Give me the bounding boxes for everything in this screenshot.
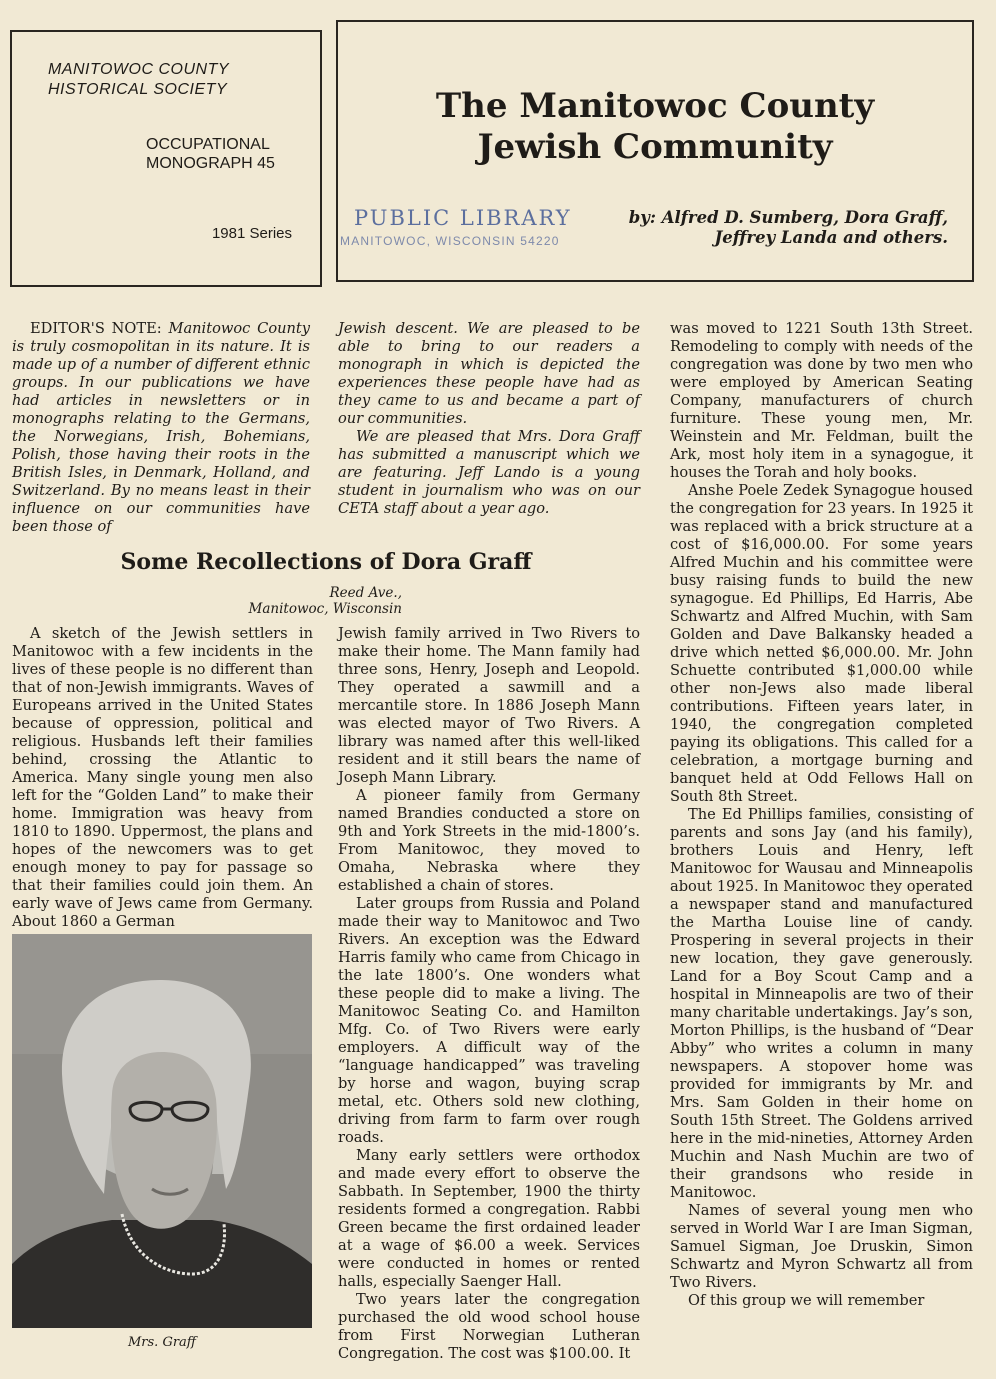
series-info-box [10, 30, 322, 287]
editor-note-column-1 [12, 320, 310, 536]
editor-note-column-2 [338, 320, 640, 518]
author-address: Reed Ave., Manitowoc, Wisconsin [248, 585, 402, 617]
article-paragraph: Names of several young men who served in World War I are Iman Sigman, Samuel Sigman, Joe Druskin, Simon Schwartz and Myron Schwartz all from Two Rivers. [670, 1202, 973, 1291]
editor-note-paragraph: Jewish descent. We are pleased to be able to bring to our readers a monograph in which is depicted the experiences these people have had as they came to us and became a part of our communities. [338, 320, 640, 427]
editor-note-text: Manitowoc County is truly cosmopolitan in its nature. It is made up of a number of different ethnic groups. In our publications we have had articles in newsletters or in monographs relating to the Germans, the Norwegians, Irish, Bohemians, Polish, those having their roots in the British Isles, in Denmark, Holland, and Switzerland. By no means least in their influence on our communities have been those of [12, 320, 311, 535]
library-stamp: PUBLIC LIBRARY [354, 206, 572, 230]
monograph-label: OCCUPATIONAL MONOGRAPH 45 [146, 136, 275, 172]
society-name: MANITOWOC COUNTY HISTORICAL SOCIETY [48, 61, 230, 98]
editor-note-label: EDITOR'S NOTE: [30, 320, 162, 337]
article-paragraph: Two years later the congregation purchased the old wood school house from First Norwegian Lutheran Congregation. The cost was $100.00. It [338, 1291, 640, 1362]
article-column-1 [12, 625, 313, 931]
title-box [336, 20, 974, 282]
article-title: Some Recollections of Dora Graff [120, 549, 532, 575]
article-paragraph: was moved to 1221 South 13th Street. Remodeling to comply with needs of the congregation was done by two men who were employed by American Seating Company, manufacturers of church furniture. These young men, Mr. Weinstein and Mr. Feldman, built the Ark, most holy item in a synagogue, it houses the Torah and holy books. [670, 320, 973, 481]
library-stamp-location: MANITOWOC, WISCONSIN 54220 [340, 234, 560, 248]
authors-byline: by: Alfred D. Sumberg, Dora Graff, Jeffrey Landa and others. [628, 208, 948, 247]
article-paragraph: A sketch of the Jewish settlers in Manitowoc with a few incidents in the lives of these people is no different than that of non-Jewish immigrants. Waves of Europeans arrived in the United States because of oppression, political and religious. Husbands left their families behind, crossing the Atlantic to America. Many single young men also left for the “Golden Land” to make their home. Immigration was heavy from 1810 to 1890. Uppermost, the plans and hopes of the newcomers was to get enough money to pay for passage so that their families could join them. An early wave of Jews came from Germany. About 1860 a German [12, 625, 313, 930]
portrait-photo [12, 934, 312, 1328]
article-column-2 [338, 625, 640, 1363]
series-year: 1981 Series [211, 225, 292, 242]
article-paragraph: Many early settlers were orthodox and made every effort to observe the Sabbath. In September, 1900 the thirty residents formed a congregation. Rabbi Green became the first ordained leader at a wage of $6.00 a week. Services were conducted in homes or rented halls, especially Saenger Hall. [338, 1147, 640, 1290]
article-paragraph: A pioneer family from Germany named Brandies conducted a store on 9th and York Streets in the mid-1800’s. From Manitowoc, they moved to Omaha, Nebraska where they established a chain of stores. [338, 787, 640, 894]
article-column-3 [670, 320, 973, 1310]
article-paragraph: Anshe Poele Zedek Synagogue housed the congregation for 23 years. In 1925 it was replaced with a brick structure at a cost of $16,000.00. For some years Alfred Muchin and his committee were busy raising funds to build the new synagogue. Ed Phillips, Ed Harris, Abe Schwartz and Alfred Muchin, with Sam Golden and Dave Balkansky headed a drive which netted $6,000.00. Mr. John Schuette contributed $1,000.00 while other non-Jews also made liberal contributions. Fifteen years later, in 1940, the congregation completed paying its obligations. This called for a celebration, a mortgage burning and banquet held at Odd Fellows Hall on South 8th Street. [670, 482, 973, 805]
portrait-illustration [12, 934, 312, 1328]
article-paragraph: Later groups from Russia and Poland made their way to Manitowoc and Two Rivers. An exception was the Edward Harris family who came from Chicago in the late 1800’s. One wonders what these people did to make a living. The Manitowoc Seating Co. and Hamilton Mfg. Co. of Two Rivers were early employers. A difficult way of the “language handicapped” was traveling by horse and wagon, buying scrap metal, etc. Others sold new clothing, driving from farm to farm over rough roads. [338, 895, 640, 1146]
editor-note-paragraph: We are pleased that Mrs. Dora Graff has submitted a manuscript which we are featuring. Jeff Lando is a young student in journalism who was on our CETA staff about a year ago. [338, 428, 640, 517]
article-paragraph: Of this group we will remember [688, 1292, 925, 1309]
article-paragraph: The Ed Phillips families, consisting of parents and sons Jay (and his family), brothers Louis and Henry, left Manitowoc for Wausau and Minneapolis about 1925. In Manitowoc they operated a newspaper stand and manufactured the Martha Louise line of candy. Prospering in several projects in their new location, they gave generously. Land for a Boy Scout Camp and a hospital in Minneapolis are two of their many charitable undertakings. Jay’s son, Morton Phillips, is the husband of “Dear Abby” who writes a column in many newspapers. A stopover home was provided for immigrants by Mr. and Mrs. Sam Golden in their home on South 15th Street. The Goldens arrived here in the mid-nineties, Attorney Arden Muchin and Nash Muchin are two of their grandsons who reside in Manitowoc. [670, 806, 973, 1201]
page-title: The Manitowoc County Jewish Community [435, 86, 875, 167]
article-paragraph: Jewish family arrived in Two Rivers to make their home. The Mann family had three sons, Henry, Joseph and Leopold. They operated a sawmill and a mercantile store. In 1886 Joseph Mann was elected mayor of Two Rivers. A library was named after this well-liked resident and it still bears the name of Joseph Mann Library. [338, 625, 640, 786]
photo-caption: Mrs. Graff [127, 1335, 197, 1350]
